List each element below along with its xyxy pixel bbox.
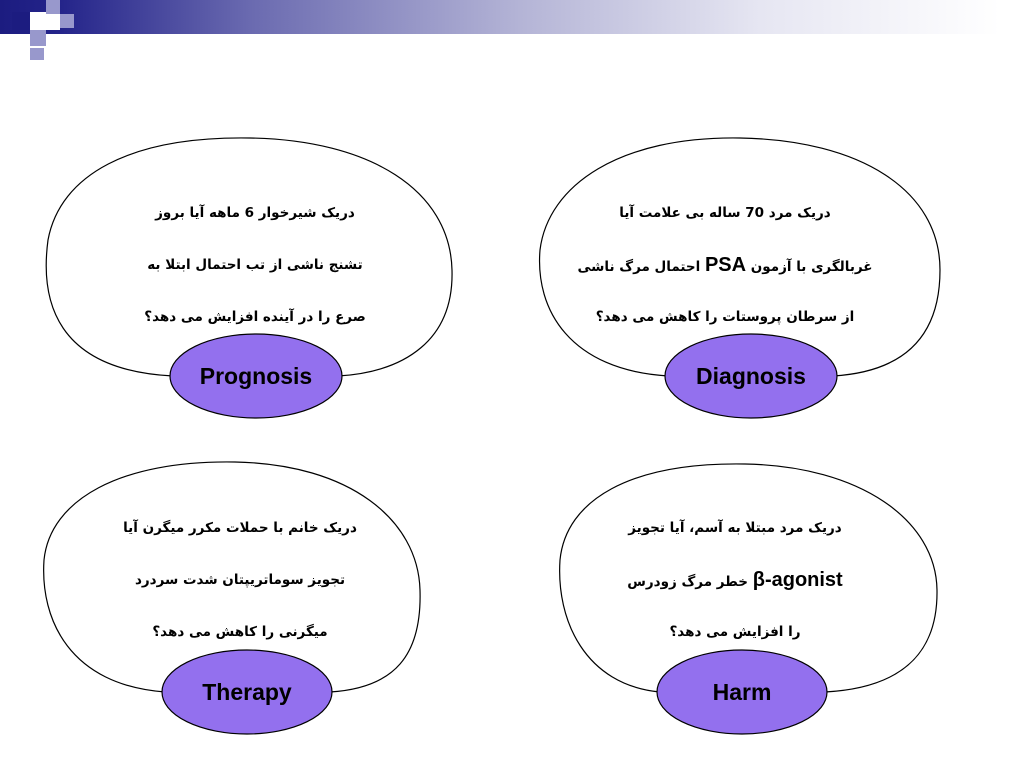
psa-term: PSA bbox=[704, 254, 747, 276]
question-line bbox=[590, 569, 880, 624]
prognosis-label: Prognosis bbox=[199, 362, 313, 389]
therapy-question bbox=[100, 520, 380, 676]
question-line: صرع را در آینده افزایش می دهد؟ bbox=[144, 309, 366, 325]
question-line: دریک خانم با حملات مکرر میگرن آیا bbox=[123, 520, 357, 536]
diagnosis-label: Diagnosis bbox=[696, 362, 806, 389]
question-line: از سرطان پروستات را کاهش می دهد؟ bbox=[595, 309, 855, 325]
question-line bbox=[560, 254, 890, 309]
prognosis-question bbox=[130, 205, 380, 361]
harm-label: Harm bbox=[712, 678, 772, 705]
beta-agonist-term: β-agonist bbox=[752, 569, 843, 591]
diagnosis-question bbox=[560, 205, 890, 361]
question-line: دریک مرد مبتلا به آسم، آیا تجویز bbox=[628, 520, 842, 536]
question-line: دریک مرد 70 ساله بی علامت آیا bbox=[619, 205, 831, 221]
question-line: تشنج ناشی از تب احتمال ابتلا به bbox=[147, 257, 363, 273]
therapy-label: Therapy bbox=[202, 678, 292, 705]
question-line-part: خطر مرگ زودرس bbox=[627, 574, 749, 590]
question-line: میگرنی را کاهش می دهد؟ bbox=[152, 624, 328, 640]
question-line: دریک شیرخوار 6 ماهه آیا بروز bbox=[155, 205, 355, 221]
harm-question bbox=[590, 520, 880, 676]
question-line: تجویز سوماتریپتان شدت سردرد bbox=[134, 572, 346, 588]
question-line: را افزایش می دهد؟ bbox=[669, 624, 801, 640]
question-line-part: غربالگری با آزمون bbox=[750, 259, 873, 275]
question-line-part: احتمال مرگ ناشی bbox=[577, 259, 701, 275]
